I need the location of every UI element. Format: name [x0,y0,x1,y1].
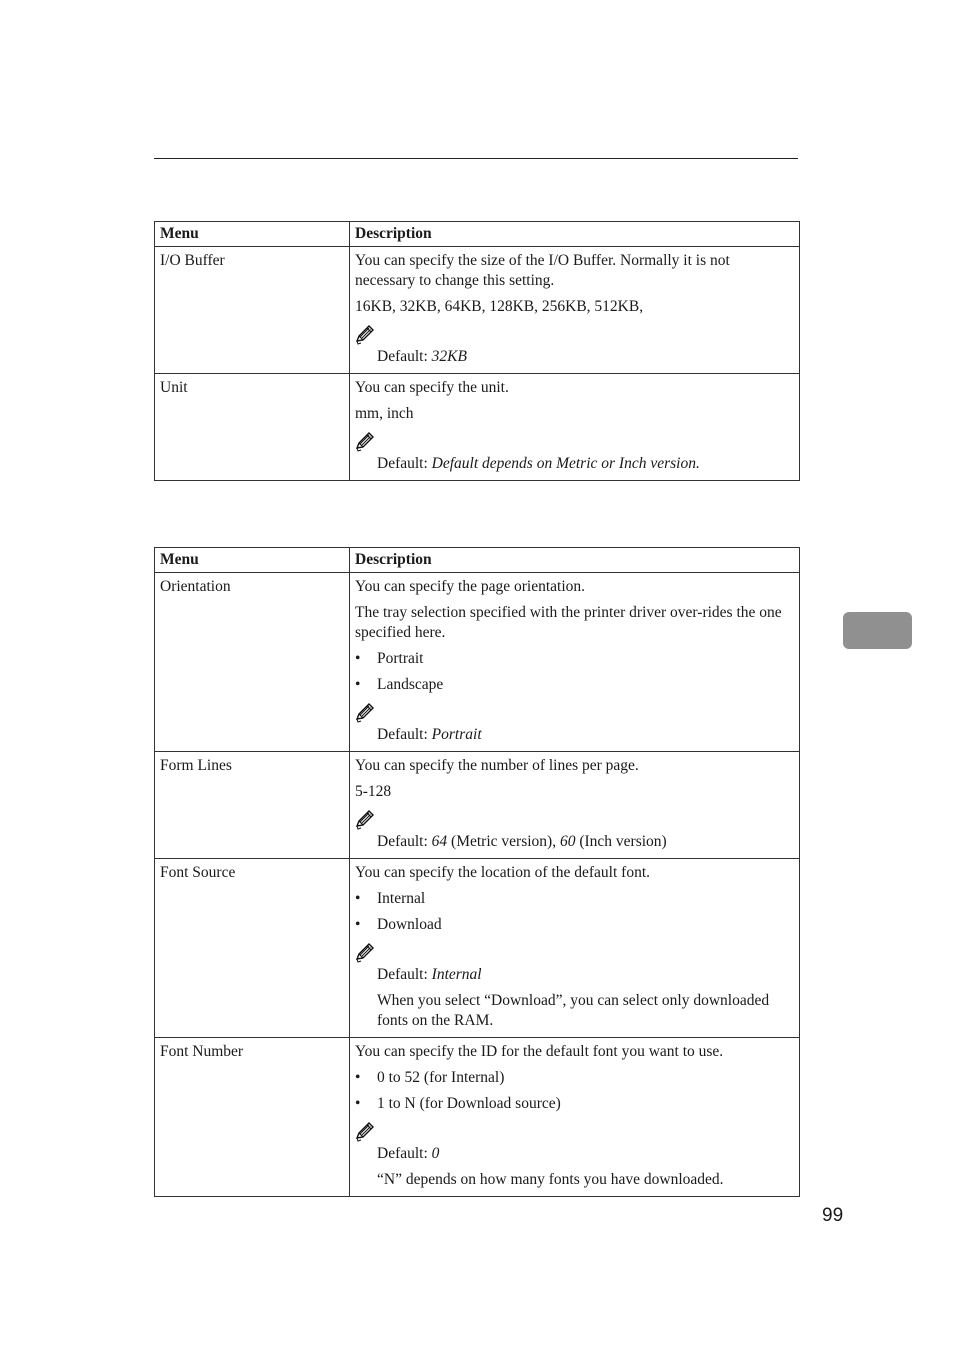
default-note: Default: 64 (Metric version), 60 (Inch version) [377,833,667,850]
page-number: 99 [822,1205,844,1226]
description-text: You can specify the ID for the default font you want to use. [355,1043,724,1060]
list-item: • Internal [355,890,426,907]
table-row-font-number [155,1038,800,1197]
description-cell [350,374,800,481]
options-text: 16KB, 32KB, 64KB, 128KB, 256KB, 512KB, [355,298,644,315]
table-row [155,247,800,374]
pencil-note-icon [355,810,793,830]
menu-cell: I/O Buffer [155,247,350,374]
table-header-row [155,548,800,573]
list-item: • Download [355,916,442,933]
list-item: • 0 to 52 (for Internal) [355,1069,505,1086]
description-cell [350,859,800,1038]
description-text: You can specify the unit. [355,379,509,396]
menu-column-header: Menu [155,222,350,247]
chapter-tab-marker [843,612,912,649]
description-text: You can specify the size of the I/O Buffer. Normally it is not necessary to change this setting. [355,252,730,289]
description-column-header: Description [350,548,800,573]
table-header-row [155,222,800,247]
table-row-orientation [155,573,800,752]
default-note: Default: 0 [377,1145,440,1162]
default-note: Default: Portrait [377,726,482,743]
options-text: mm, inch [355,405,414,422]
description-cell [350,247,800,374]
menu-cell: Unit [155,374,350,481]
default-note: Default: Internal [377,966,482,983]
header-rule [154,158,798,159]
default-note: Default: Default depends on Metric or Inch version. [377,455,700,472]
table-row-font-source [155,859,800,1038]
description-text: You can specify the page orientation. [355,578,586,595]
page-settings-table [154,547,800,1197]
pencil-note-icon [355,1122,793,1142]
list-item: • Portrait [355,650,424,667]
note-extra-text: “N” depends on how many fonts you have downloaded. [377,1171,724,1188]
list-item: • 1 to N (for Download source) [355,1095,561,1112]
default-note: Default: 32KB [377,348,467,365]
list-item: • Landscape [355,676,444,693]
table-row-form-lines [155,752,800,859]
menu-cell: Orientation [155,573,350,752]
menu-cell: Font Number [155,1038,350,1197]
menu-cell: Form Lines [155,752,350,859]
pencil-note-icon [355,943,793,963]
pencil-note-icon [355,432,793,452]
io-settings-table [154,221,800,481]
options-text: 5-128 [355,783,392,800]
description-cell [350,1038,800,1197]
description-cell [350,573,800,752]
description-cell [350,752,800,859]
menu-column-header: Menu [155,548,350,573]
pencil-note-icon [355,325,793,345]
description-text: You can specify the location of the default font. [355,864,650,881]
menu-cell: Font Source [155,859,350,1038]
description-column-header: Description [350,222,800,247]
description-text: You can specify the number of lines per page. [355,757,639,774]
description-text: The tray selection specified with the printer driver over-rides the one specified here. [355,604,782,641]
table-row [155,374,800,481]
note-extra-text: When you select “Download”, you can select only downloaded fonts on the RAM. [377,992,770,1029]
pencil-note-icon [355,703,793,723]
